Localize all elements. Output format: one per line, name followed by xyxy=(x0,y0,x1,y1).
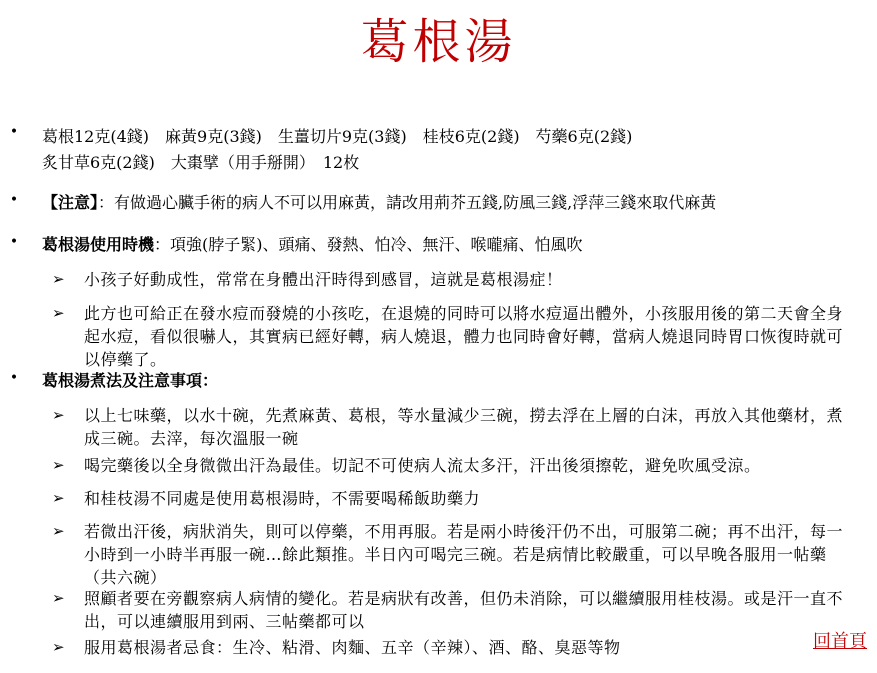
bullet-icon: • xyxy=(9,192,19,208)
usage-subitem-text: 此方也可給正在發水痘而發燒的小孩吃，在退燒的同時可以將水痘逼出體外，小孩服用後的第二天會全身起水痘，看似很嚇人，其實病已經好轉，病人燒退，體力也同時會好轉，當病人燒退同時胃口恢復時就可以停藥了。 xyxy=(84,304,844,369)
arrow-bullet-icon: ➢ xyxy=(52,406,65,424)
arrow-bullet-icon: ➢ xyxy=(52,522,65,540)
bullet-icon: • xyxy=(9,370,19,386)
prep-subitem-text: 以上七味藥，以水十碗，先煮麻黃、葛根，等水量減少三碗，撈去浮在上層的白沫，再放入其他藥材，煮成三碗。去滓，每次溫服一碗 xyxy=(84,406,844,448)
bullet-icon: • xyxy=(9,234,19,250)
arrow-bullet-icon: ➢ xyxy=(52,638,65,656)
arrow-bullet-icon: ➢ xyxy=(52,589,65,607)
note-label: 【注意】 xyxy=(42,193,99,212)
ingredients-line-2: 炙甘草6克(2錢) 大棗擘（用手掰開） 12枚 xyxy=(42,153,360,172)
prep-subitem-text: 喝完藥後以全身微微出汗為最佳。切記不可使病人流太多汗，汗出後須擦乾，避免吹風受涼。 xyxy=(84,456,761,475)
arrow-bullet-icon: ➢ xyxy=(52,489,65,507)
usage-label: 葛根湯使用時機 xyxy=(42,235,155,254)
arrow-bullet-icon: ➢ xyxy=(52,270,65,288)
arrow-bullet-icon: ➢ xyxy=(52,456,65,474)
bullet-icon: • xyxy=(9,124,19,140)
prep-subitem-text: 服用葛根湯者忌食：生冷、粘滑、肉麵、五辛（辛辣）、酒、酪、臭惡等物 xyxy=(84,638,621,657)
prep-subitem-text: 若微出汗後，病狀消失，則可以停藥，不用再服。若是兩小時後汗仍不出，可服第二碗；再不出汗，每一小時到一小時半再服一碗…餘此類推。半日內可喝完三碗。若是病情比較嚴重，可以早晚各服用一帖藥（共六碗） xyxy=(84,522,844,587)
prep-subitem-text: 照顧者要在旁觀察病人病情的變化。若是病狀有改善，但仍未消除，可以繼續服用桂枝湯。或是汗一直不出，可以連續服用到兩、三帖藥都可以 xyxy=(84,589,844,631)
prep-subitem-text: 和桂枝湯不同處是使用葛根湯時，不需要喝稀飯助藥力 xyxy=(84,489,481,508)
home-link[interactable]: 回首頁 xyxy=(813,631,867,652)
note-text: ：有做過心臟手術的病人不可以用麻黃，請改用荊芥五錢,防風三錢,浮萍三錢來取代麻黃 xyxy=(98,193,717,212)
usage-subitem-text: 小孩子好動成性，常常在身體出汗時得到感冒，這就是葛根湯症！ xyxy=(84,270,563,289)
arrow-bullet-icon: ➢ xyxy=(52,304,65,322)
page-title: 葛根湯 xyxy=(360,14,517,70)
prep-label: 葛根湯煮法及注意事項： xyxy=(42,371,219,390)
ingredients-line-1: 葛根12克(4錢) 麻黃9克(3錢) 生薑切片9克(3錢) 桂枝6克(2錢) 芍藥6克(2錢) xyxy=(42,127,633,146)
usage-text: ：項強(脖子緊)、頭痛、發熱、怕冷、無汗、喉嚨痛、怕風吹 xyxy=(154,235,583,254)
